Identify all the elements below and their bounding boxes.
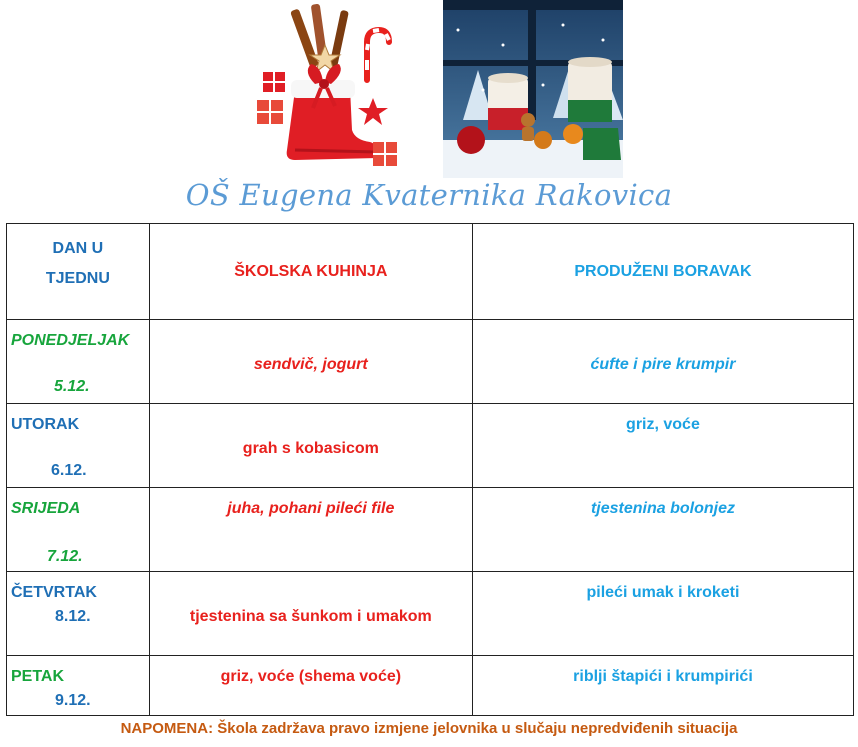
kitchen-meal: griz, voće (shema voće) (220, 668, 402, 685)
kitchen-cell (149, 656, 472, 716)
afterschool-cell (472, 320, 853, 404)
afterschool-cell (472, 488, 853, 572)
header-day-line1: DAN U (52, 240, 104, 257)
kitchen-cell (149, 572, 472, 656)
day-cell (7, 320, 150, 404)
table-row (7, 488, 854, 572)
kitchen-meal: tjestenina sa šunkom i umakom (189, 608, 432, 625)
afterschool-meal: tjestenina bolonjez (590, 500, 735, 517)
day-date: 9.12. (55, 692, 91, 709)
table-row (7, 320, 854, 404)
header-day-line2: TJEDNU (45, 270, 110, 287)
day-name: PETAK (11, 668, 65, 685)
afterschool-meal: riblji štapići i krumpirići (573, 668, 753, 685)
kitchen-cell (149, 488, 472, 572)
kitchen-cell (149, 320, 472, 404)
day-date: 7.12. (47, 548, 83, 565)
school-title: OŠ Eugena Kvaternika Rakovica (185, 178, 673, 212)
day-cell (7, 572, 150, 656)
header-kitchen: ŠKOLSKA KUHINJA (149, 224, 472, 320)
day-date: 6.12. (51, 462, 87, 479)
header-day (7, 224, 150, 320)
day-name: PONEDJELJAK (11, 332, 130, 349)
day-cell (7, 404, 150, 488)
kitchen-meal: grah s kobasicom (242, 440, 379, 457)
menu-table (6, 223, 854, 716)
day-name: SRIJEDA (11, 500, 81, 517)
day-date: 5.12. (54, 378, 90, 395)
kitchen-meal: juha, pohani pileći file (227, 500, 395, 517)
day-name: ČETVRTAK (11, 584, 97, 601)
afterschool-cell (472, 572, 853, 656)
kitchen-meal: sendvič, jogurt (253, 356, 368, 373)
day-date: 8.12. (55, 608, 91, 625)
afterschool-cell (472, 656, 853, 716)
afterschool-meal: pileći umak i kroketi (586, 584, 740, 601)
table-row (7, 572, 854, 656)
day-cell (7, 656, 150, 716)
afterschool-meal: griz, voće (626, 416, 700, 433)
afterschool-meal: ćufte i pire krumpir (590, 356, 736, 373)
christmas-mugs-image (443, 0, 623, 178)
header-afterschool: PRODUŽENI BORAVAK (472, 224, 853, 320)
table-row (7, 656, 854, 716)
christmas-boot-image (255, 0, 400, 178)
day-cell (7, 488, 150, 572)
table-header-row (7, 224, 854, 320)
table-row (7, 404, 854, 488)
afterschool-cell (472, 404, 853, 488)
kitchen-cell (149, 404, 472, 488)
menu-note: NAPOMENA: Škola zadržava pravo izmjene jelovnika u slučaju nepredviđenih situacija (120, 720, 738, 737)
day-name: UTORAK (11, 416, 80, 433)
